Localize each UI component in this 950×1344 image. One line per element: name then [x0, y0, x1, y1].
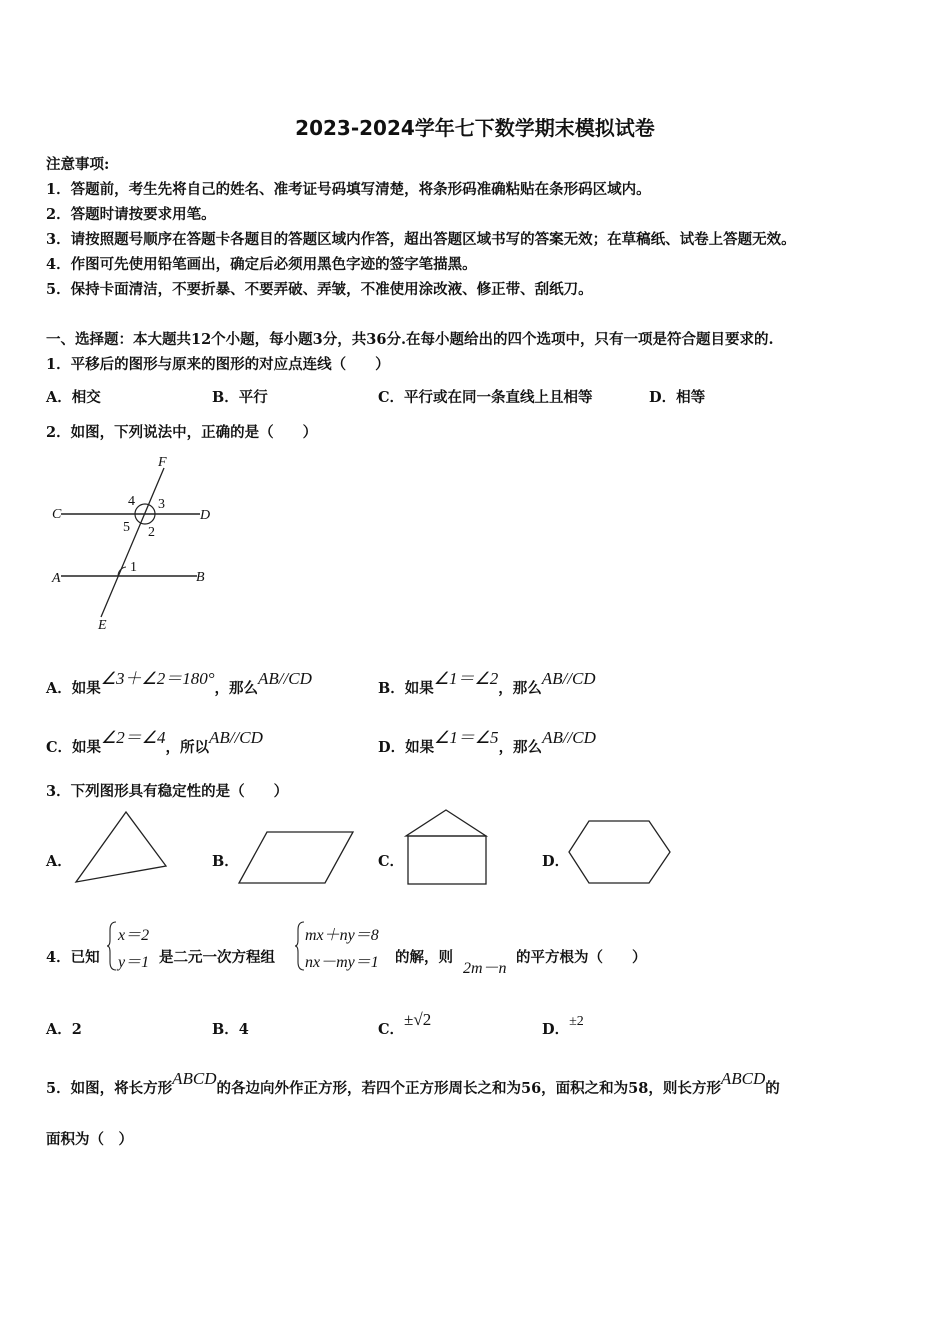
q4-expr: 2m－n	[463, 960, 507, 977]
q3-stem: 3．下列图形具有稳定性的是（ ）	[46, 783, 289, 800]
triangle-shape	[72, 808, 172, 888]
parallelogram-shape	[237, 828, 357, 888]
q4-sys2-eq1: mx＋ny＝8	[305, 927, 379, 944]
q1-option-c: C．平行或在同一条直线上且相等	[378, 389, 593, 406]
label-D: D	[200, 508, 211, 523]
angle-3: 3	[158, 497, 165, 512]
q4-option-a: A．2	[46, 1021, 82, 1038]
label-A: A	[52, 571, 61, 586]
q2-stem: 2．如图，下列说法中，正确的是（ ）	[46, 424, 318, 441]
q2-option-a: A．如果∠3＋∠2＝180°，那么AB//CD	[46, 669, 312, 697]
label-F: F	[158, 455, 167, 470]
q3-option-a: A．	[46, 853, 72, 870]
q5-stem-line1: 5．如图，将长方形ABCD的各边向外作正方形，若四个正方形周长之和为56，面积之和为58，则长方形ABCD的	[46, 1069, 780, 1097]
q4-sys1-eq2: y＝1	[118, 954, 150, 971]
q2-option-d: D．如果∠1＝∠5，那么AB//CD	[378, 728, 596, 756]
q4-post2: 的平方根为（ ）	[516, 949, 647, 966]
q3-option-c: C．	[378, 853, 405, 870]
q2-figure	[40, 452, 260, 632]
q4-option-b: B．4	[212, 1021, 249, 1038]
q4-pre: 4．已知	[46, 949, 100, 966]
q4-post1: 的解，则	[395, 949, 453, 966]
hexagon-shape	[566, 818, 676, 888]
angle-4: 4	[128, 494, 135, 509]
q1-stem: 1．平移后的图形与原来的图形的对应点连线（ ）	[46, 356, 390, 373]
angle-1: 1	[130, 560, 137, 575]
angle-2: 2	[148, 525, 155, 540]
label-C: C	[52, 507, 62, 522]
section-heading: 一、选择题：本大题共12个小题，每小题3分，共36分.在每小题给出的四个选项中，只有一项是符合题目要求的.	[46, 331, 774, 348]
q3-option-d: D．	[542, 853, 570, 870]
q4-sys1-eq1: x＝2	[118, 927, 150, 944]
q4-mid: 是二元一次方程组	[159, 949, 275, 966]
notice-item: 5．保持卡面清洁，不要折暴、不要弄破、弄皱，不准使用涂改液、修正带、刮纸刀。	[46, 281, 593, 298]
notice-item: 1．答题前，考生先将自己的姓名、准考证号码填写清楚，将条形码准确粘贴在条形码区域内。	[46, 181, 651, 198]
q2-option-c: C．如果∠2＝∠4，所以AB//CD	[46, 728, 263, 756]
left-brace-icon	[106, 920, 118, 972]
notice-item: 3．请按照题号顺序在答题卡各题目的答题区域内作答，超出答题区域书写的答案无效；在草稿纸、试卷上答题无效。	[46, 231, 796, 248]
q3-option-b: B．	[212, 853, 239, 870]
page-title: 2023-2024学年七下数学期末模拟试卷	[295, 116, 655, 140]
notice-item: 4．作图可先使用铅笔画出，确定后必须用黑色字迹的签字笔描黑。	[46, 256, 477, 273]
q5-stem-line2: 面积为（ ）	[46, 1131, 133, 1148]
q1-option-a: A．相交	[46, 389, 101, 406]
label-B: B	[196, 570, 205, 585]
house-shape	[404, 808, 494, 888]
q4-option-d: D．±2	[542, 1014, 584, 1038]
q4-sys2-eq2: nx－my＝1	[305, 954, 379, 971]
q1-option-d: D．相等	[649, 389, 706, 406]
q2-option-b: B．如果∠1＝∠2，那么AB//CD	[378, 669, 596, 697]
q1-option-b: B．平行	[212, 389, 268, 406]
q4-option-c: C．±√2	[378, 1010, 432, 1038]
label-E: E	[98, 618, 107, 633]
notice-heading: 注意事项:	[46, 156, 110, 173]
notice-item: 2．答题时请按要求用笔。	[46, 206, 216, 223]
angle-5: 5	[123, 520, 130, 535]
